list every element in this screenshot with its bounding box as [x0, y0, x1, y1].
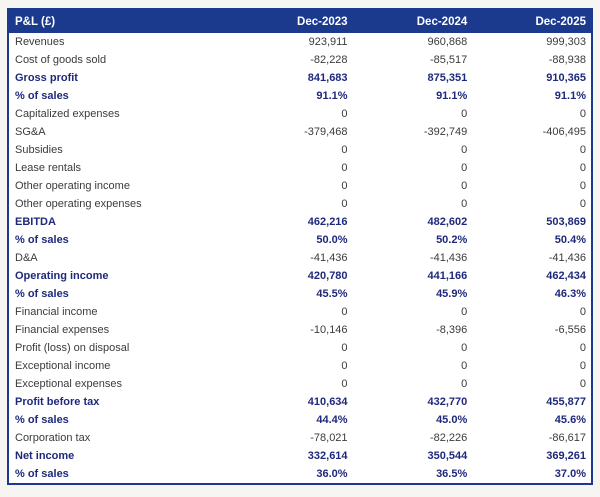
table-title: P&L (£) — [8, 9, 227, 33]
row-value: 0 — [461, 162, 468, 174]
row-value: 369,261 — [546, 450, 586, 462]
row-value: 999,303 — [546, 36, 586, 48]
row-value: -392,749 — [423, 126, 468, 138]
row-value: 0 — [579, 342, 586, 354]
table-row — [8, 159, 592, 177]
row-value: 462,216 — [307, 216, 348, 228]
row-value: 910,365 — [546, 72, 586, 84]
row-value: 91.1% — [316, 90, 348, 102]
table-row — [8, 339, 592, 357]
table-row — [8, 267, 592, 285]
row-value: 875,351 — [427, 72, 468, 84]
row-value: 36.5% — [436, 468, 468, 480]
table-row — [8, 195, 592, 213]
row-label: % of sales — [15, 288, 69, 300]
row-label: SG&A — [15, 126, 46, 138]
table-row — [8, 123, 592, 141]
table-row — [8, 375, 592, 393]
row-value: 44.4% — [316, 414, 348, 426]
row-value: 0 — [341, 342, 348, 354]
row-value: 420,780 — [307, 270, 348, 282]
row-value: 432,770 — [427, 396, 468, 408]
row-value: -41,436 — [310, 252, 348, 264]
table-row — [8, 249, 592, 267]
row-value: 0 — [461, 198, 468, 210]
row-label: Net income — [15, 450, 75, 462]
table-row — [8, 105, 592, 123]
row-value: 0 — [461, 180, 468, 192]
row-value: 0 — [341, 378, 348, 390]
row-value: 0 — [461, 342, 468, 354]
row-value: 50.2% — [436, 234, 468, 246]
row-value: 503,869 — [546, 216, 586, 228]
row-label: Exceptional expenses — [15, 378, 123, 390]
row-value: 482,602 — [427, 216, 468, 228]
row-value: 0 — [341, 108, 348, 120]
row-value: -10,146 — [310, 324, 348, 336]
row-value: -82,228 — [310, 54, 348, 66]
row-value: 45.9% — [436, 288, 468, 300]
row-value: 37.0% — [554, 468, 586, 480]
row-value: 0 — [461, 378, 468, 390]
table-row — [8, 51, 592, 69]
table-row — [8, 141, 592, 159]
row-value: 0 — [341, 144, 348, 156]
row-value: -41,436 — [548, 252, 586, 264]
row-label: Operating income — [15, 270, 109, 282]
row-label: Other operating income — [15, 180, 130, 192]
row-label: Financial expenses — [15, 324, 110, 336]
row-value: -406,495 — [542, 126, 586, 138]
row-value: 0 — [579, 180, 586, 192]
row-value: 350,544 — [427, 450, 468, 462]
row-value: 0 — [579, 306, 586, 318]
row-value: 410,634 — [307, 396, 348, 408]
row-value: 0 — [461, 306, 468, 318]
row-value: 0 — [461, 108, 468, 120]
header-row — [8, 9, 592, 33]
row-label: Profit before tax — [15, 396, 100, 408]
table-row — [8, 285, 592, 303]
row-label: Exceptional income — [15, 360, 111, 372]
table-row — [8, 213, 592, 231]
table-row — [8, 69, 592, 87]
row-value: -41,436 — [429, 252, 468, 264]
row-value: 91.1% — [554, 90, 586, 102]
pnl-table — [7, 8, 593, 485]
row-value: 0 — [579, 378, 586, 390]
row-value: -82,226 — [429, 432, 468, 444]
row-label: EBITDA — [15, 216, 56, 228]
row-value: 45.5% — [316, 288, 348, 300]
row-value: 0 — [579, 162, 586, 174]
row-value: 960,868 — [427, 36, 468, 48]
column-header-dec-2025: Dec-2025 — [472, 9, 592, 33]
row-value: 45.6% — [554, 414, 586, 426]
table-row — [8, 303, 592, 321]
row-value: 0 — [579, 108, 586, 120]
table-row — [8, 231, 592, 249]
row-label: % of sales — [15, 90, 69, 102]
row-value: 45.0% — [436, 414, 468, 426]
table-row — [8, 357, 592, 375]
row-value: 36.0% — [316, 468, 348, 480]
row-value: 0 — [341, 198, 348, 210]
table-row — [8, 447, 592, 465]
row-label: Lease rentals — [15, 162, 82, 174]
row-value: -86,617 — [548, 432, 586, 444]
row-label: % of sales — [15, 414, 69, 426]
row-label: % of sales — [15, 468, 69, 480]
row-label: Financial income — [15, 306, 98, 318]
row-label: Profit (loss) on disposal — [15, 342, 130, 354]
row-value: 0 — [579, 144, 586, 156]
row-value: 91.1% — [436, 90, 468, 102]
table-row — [8, 321, 592, 339]
row-label: Other operating expenses — [15, 198, 142, 210]
row-value: 0 — [579, 198, 586, 210]
row-value: 50.0% — [316, 234, 348, 246]
table-row — [8, 177, 592, 195]
row-value: -78,021 — [310, 432, 348, 444]
row-value: 0 — [341, 180, 348, 192]
column-header-dec-2023: Dec-2023 — [227, 9, 353, 33]
table-row — [8, 465, 592, 484]
row-label: Cost of goods sold — [15, 54, 107, 66]
column-header-dec-2024: Dec-2024 — [353, 9, 473, 33]
table-row — [8, 411, 592, 429]
row-value: 0 — [579, 360, 586, 372]
row-label: Corporation tax — [15, 432, 91, 444]
row-value: 0 — [461, 360, 468, 372]
row-value: 841,683 — [307, 72, 348, 84]
pnl-table-header — [8, 9, 592, 33]
row-label: Capitalized expenses — [15, 108, 120, 120]
row-value: 0 — [461, 144, 468, 156]
row-value: 441,166 — [427, 270, 468, 282]
table-row — [8, 429, 592, 447]
row-label: D&A — [15, 252, 38, 264]
row-value: 923,911 — [308, 36, 348, 48]
row-label: Revenues — [15, 36, 65, 48]
row-value: -6,556 — [554, 324, 586, 336]
row-value: -379,468 — [304, 126, 348, 138]
row-value: 0 — [341, 162, 348, 174]
row-value: 50.4% — [554, 234, 586, 246]
row-value: -88,938 — [548, 54, 586, 66]
table-row — [8, 87, 592, 105]
row-value: -8,396 — [436, 324, 468, 336]
row-value: -85,517 — [429, 54, 468, 66]
row-value: 46.3% — [554, 288, 586, 300]
row-value: 0 — [341, 306, 348, 318]
row-value: 0 — [341, 360, 348, 372]
row-label: Gross profit — [15, 72, 78, 84]
row-value: 455,877 — [546, 396, 586, 408]
row-value: 332,614 — [307, 450, 348, 462]
row-value: 462,434 — [546, 270, 586, 282]
table-row — [8, 33, 592, 51]
row-label: Subsidies — [15, 144, 63, 156]
table-row — [8, 393, 592, 411]
row-label: % of sales — [15, 234, 69, 246]
pnl-table-body — [8, 33, 592, 484]
